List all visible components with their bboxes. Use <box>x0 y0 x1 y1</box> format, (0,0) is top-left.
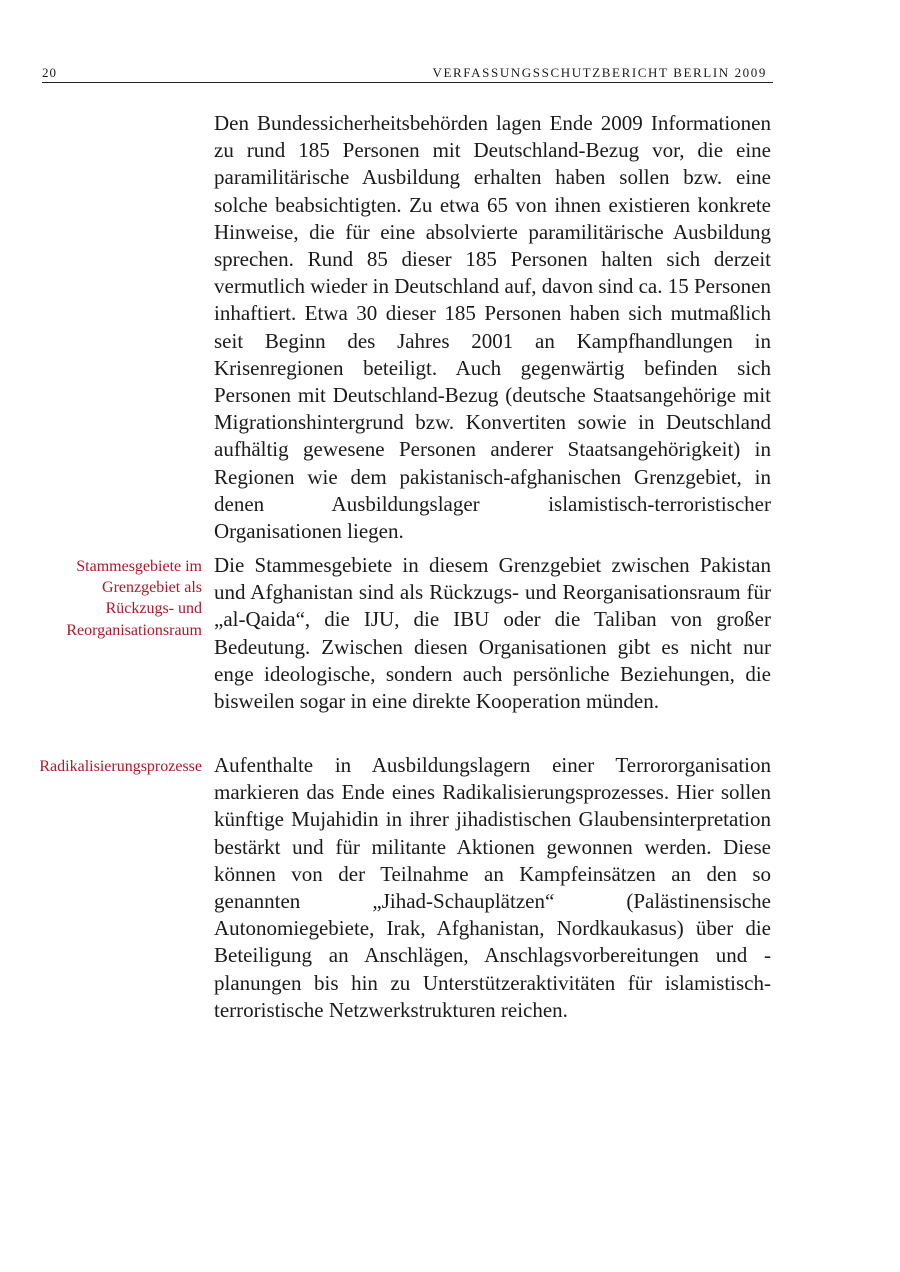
body-paragraph-paramilitary-training: Den Bundessicherheitsbehörden lagen Ende 2009 Informationen zu rund 185 Personen mit Deutschland-Bezug vor, die eine paramilitärische Ausbildung erhalten haben sollen bzw. eine solche beabsichtigten. Zu etwa 65 von ihnen existieren konkrete Hinweise, die für eine absolvierte paramilitärische Ausbildung sprechen. Rund 85 dieser 185 Personen halten sich derzeit vermutlich wieder in Deutschland auf, davon sind ca. 15 Personen inhaftiert. Etwa 30 dieser 185 Personen haben sich mutmaßlich seit Beginn des Jahres 2001 an Kampfhandlungen in Krisenregionen beteiligt. Auch gegenwärtig befinden sich Personen mit Deutschland-Bezug (deutsche Staatsangehörige mit Migrationshintergrund bzw. Konvertiten sowie in Deutschland aufhältig gewesene Personen anderer Staatsangehörigkeit) in Regionen wie dem pakistanisch-afghanischen Grenzgebiet, in denen Ausbildungslager islamistisch-terroristischer Organisationen liegen. <box>214 111 771 544</box>
margin-note-radicalization: Radikalisierungsprozesse <box>39 758 202 775</box>
running-title: VERFASSUNGSSCHUTZBERICHT BERLIN 2009 <box>432 65 767 80</box>
margin-note-tribal-areas: Stammesgebiete im Grenzgebiet als Rückzugs- und Reorganisationsraum <box>66 558 202 639</box>
body-paragraph-tribal-areas: Die Stammesgebiete in diesem Grenzgebiet zwischen Pakistan und Afghanistan sind als Rückzugs- und Reorganisationsraum für „al-Qaida“, die IJU, die IBU oder die Taliban von großer Bedeutung. Zwischen diesen Organisationen gibt es nicht nur enge ideologische, sondern auch persönliche Beziehungen, die bisweilen sogar in eine direkte Kooperation münden. <box>214 553 771 714</box>
page-header <box>42 62 773 83</box>
body-paragraph-radicalization: Aufenthalte in Ausbildungslagern einer Terrororganisation markieren das Ende eines Radikalisierungsprozesses. Hier sollen künftige Mujahidin in ihrer jihadistischen Glaubensinterpretation bestärkt und für militante Aktionen gewonnen werden. Diese können von der Teilnahme an Kampfeinsätzen an den so genannten „Jihad-Schauplätzen“ (Palästinensische Autonomiegebiete, Irak, Afghanistan, Nordkaukasus) über die Beteiligung an Anschlägen, Anschlagsvorbereitungen und -planungen bis hin zu Unterstützeraktivitäten für islamistisch-terroristische Netzwerkstrukturen reichen. <box>214 753 771 1022</box>
page-number: 20 <box>42 65 57 80</box>
